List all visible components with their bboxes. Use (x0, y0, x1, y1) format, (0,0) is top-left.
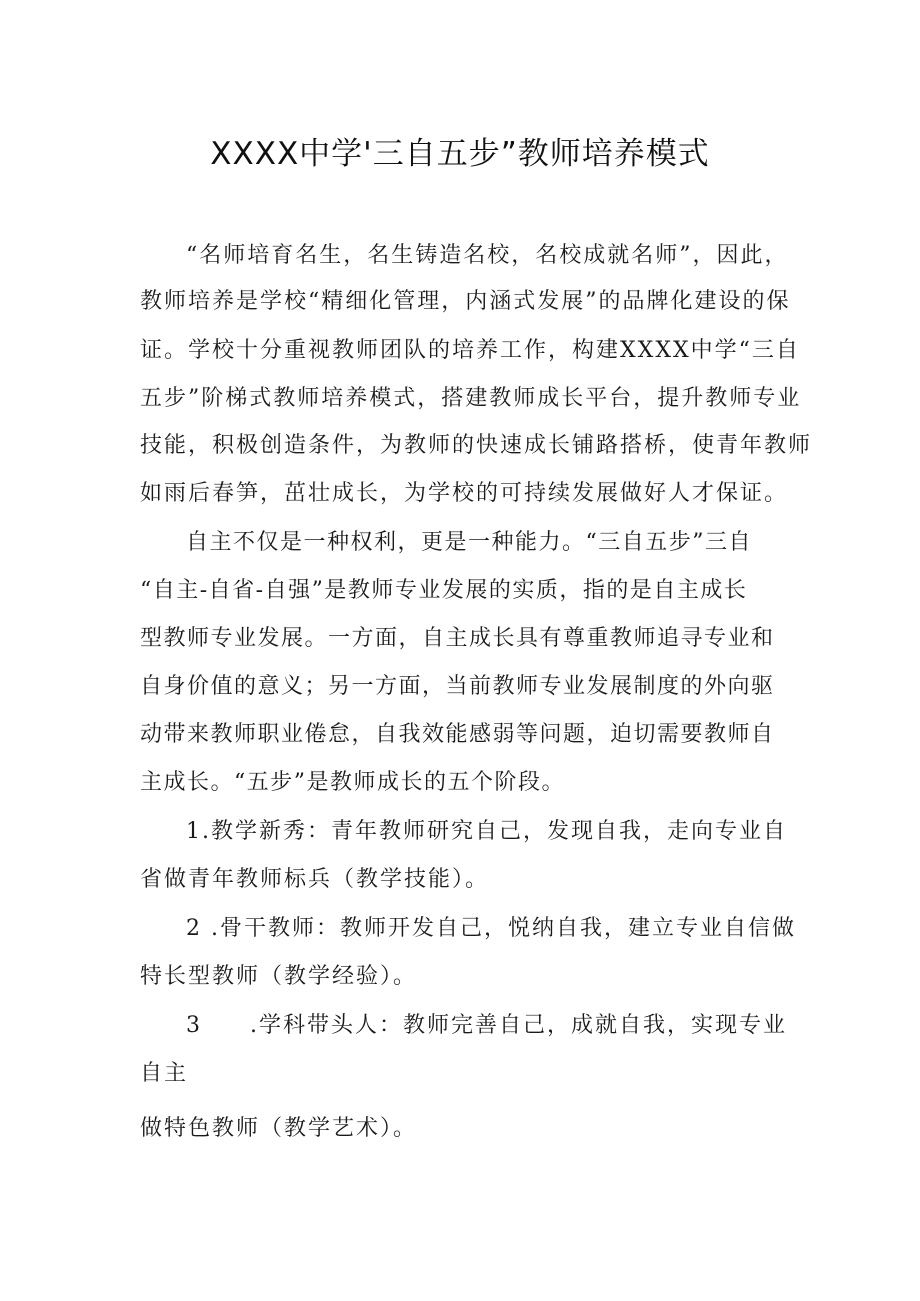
paragraph-line: “名师培育名生，名生铸造名校，名校成就名师”，因此， (186, 243, 789, 268)
paragraph-line: 如雨后春笋，茁壮成长，为学校的可持续发展做好人才保证。 (140, 481, 789, 506)
list-item-line: 1.教学新秀：青年教师研究自己，发现自我，走向专业自 (186, 819, 787, 844)
document-title: XXXX中学'三自五步”教师培养模式 (210, 136, 710, 172)
paragraph-line: 自主不仅是一种权利，更是一种能力。“三自五步”三自 (186, 530, 752, 555)
paragraph-line: 动带来教师职业倦怠，自我效能感弱等问题，迫切需要教师自 (140, 722, 775, 747)
paragraph-line: 五步”阶梯式教师培养模式，搭建教师成长平台，提升教师专业 (140, 386, 802, 411)
paragraph-line: 自身价值的意义；另一方面，当前教师专业发展制度的外向驱 (140, 674, 775, 699)
paragraph-line: 主成长。“五步”是教师成长的五个阶段。 (140, 770, 565, 795)
list-item-line: 自主 (140, 1061, 189, 1086)
list-item-line: 2 .骨干教师：教师开发自己，悦纳自我，建立专业自信做 (186, 916, 796, 941)
list-item-line: 3 .学科带头人：教师完善自己，成就自我，实现专业 (186, 1013, 787, 1038)
paragraph-line: 教师培养是学校“精细化管理，内涵式发展”的品牌化建设的保 (140, 289, 791, 314)
paragraph-line: 证。学校十分重视教师团队的培养工作，构建XXXX中学“三自 (140, 338, 800, 363)
paragraph-line: 型教师专业发展。一方面，自主成长具有尊重教师追寻专业和 (140, 626, 775, 651)
paragraph-line: 技能，积极创造条件，为教师的快速成长铺路搭桥，使青年教师 (140, 433, 813, 458)
list-item-line: 省做青年教师标兵（教学技能）。 (140, 867, 490, 892)
paragraph-line: “自主-自省-自强”是教师专业发展的实质，指的是自主成长 (140, 578, 748, 603)
list-item-line: 做特色教师（教学艺术）。 (140, 1116, 418, 1141)
list-item-line: 特长型教师（教学经验）。 (140, 964, 418, 989)
